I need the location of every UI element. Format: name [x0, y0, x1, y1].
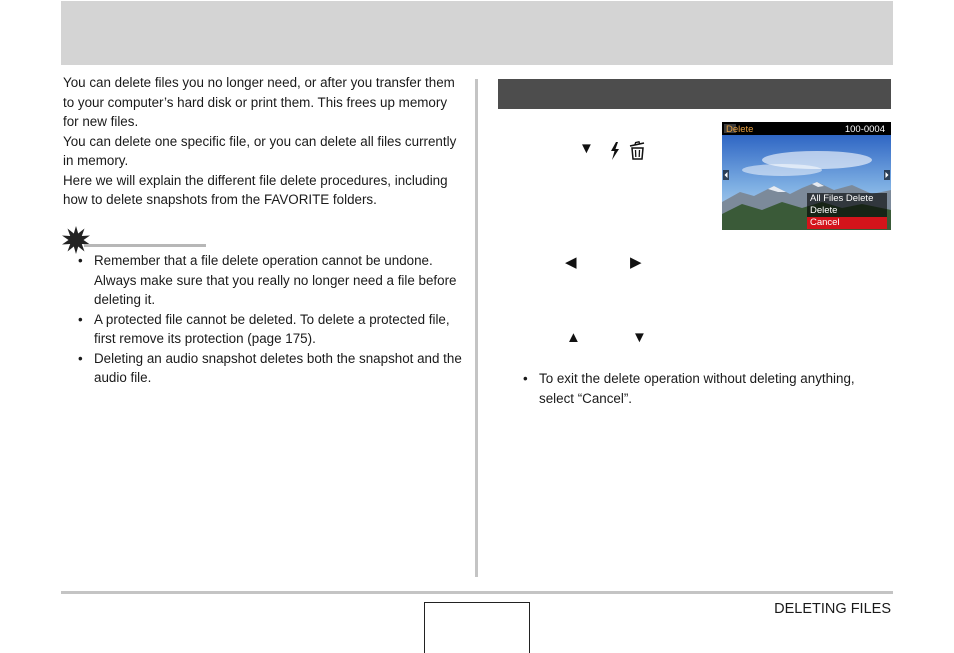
menu-item-cancel[interactable]: Cancel	[807, 217, 887, 229]
camera-lcd-screen	[722, 122, 891, 230]
section-heading-bar	[498, 79, 891, 109]
menu-item-delete[interactable]: Delete	[807, 205, 887, 217]
section-name: DELETING FILES	[774, 601, 891, 617]
lcd-title: Delete	[726, 124, 754, 135]
lcd-delete-menu	[807, 193, 887, 229]
left-button-icon: ◀	[565, 254, 577, 271]
right-button-icon: ▶	[630, 254, 642, 271]
lcd-file-number: 100-0004	[844, 124, 885, 135]
page-number-box	[424, 602, 530, 653]
menu-item-all-files-delete[interactable]: All Files Delete	[807, 193, 887, 205]
up-button-icon: ▲	[566, 329, 581, 346]
tips-list	[522, 369, 887, 408]
column-divider	[475, 79, 478, 577]
intro-paragraph: You can delete files you no longer need, or after you transfer them to your computer’s hard disk or print them. This frees up memory for new files.	[63, 75, 455, 129]
header-band	[61, 1, 893, 65]
down-button-icon: ▼	[579, 140, 594, 157]
tip-item: • To exit the delete operation without deleting anything, select “Cancel”.	[522, 369, 887, 408]
footer-rule	[61, 591, 893, 594]
note-item: • Remember that a file delete operation cannot be undone. Always make sure that you really no longer need a file before deleting it.	[77, 251, 462, 310]
important-starburst-icon	[62, 226, 90, 254]
intro-paragraph: You can delete one specific file, or you can delete all files currently in memory.	[63, 133, 457, 168]
note-item: • A protected file cannot be deleted. To delete a protected file, first remove its protection (page 175).	[77, 310, 462, 349]
lcd-left-arrow-icon	[723, 170, 729, 180]
trash-icon	[627, 140, 647, 160]
down-button-icon: ▼	[632, 329, 647, 346]
flash-icon	[609, 142, 621, 160]
important-notes	[77, 251, 462, 388]
intro-text	[63, 73, 463, 210]
intro-paragraph: Here we will explain the different file delete procedures, including how to delete snapshots from the FAVORITE folders.	[63, 172, 448, 207]
note-item: • Deleting an audio snapshot deletes both the snapshot and the audio file.	[77, 349, 462, 388]
important-rule	[84, 244, 206, 247]
lcd-right-arrow-icon	[884, 170, 890, 180]
